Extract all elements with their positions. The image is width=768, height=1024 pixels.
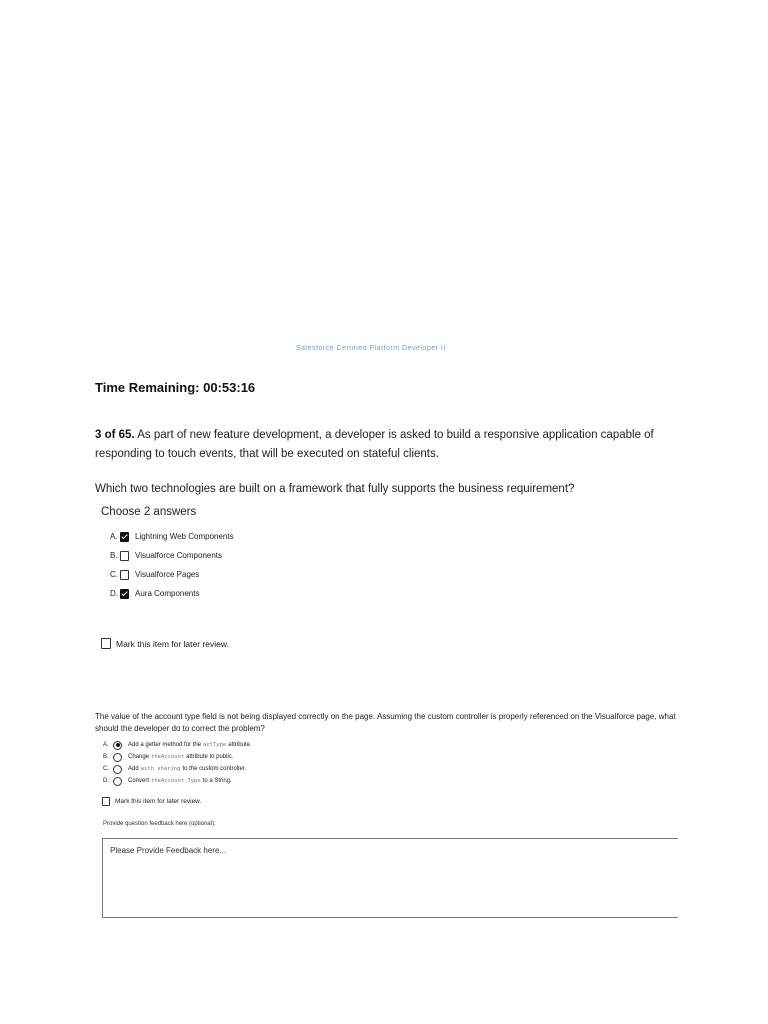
option-a-radio[interactable] [113, 741, 122, 750]
option-b-radio[interactable] [113, 753, 122, 762]
mark-for-review-checkbox[interactable] [102, 797, 110, 806]
option-letter: B. [103, 754, 109, 760]
option-label: Aura Components [135, 589, 200, 598]
option-b[interactable] [103, 751, 252, 763]
option-text-pre: Add [128, 766, 139, 772]
option-a-checkbox[interactable] [120, 532, 129, 542]
option-code: with sharing [140, 766, 181, 772]
page-header-title: Salesforce Certified Platform Developer II [296, 345, 446, 352]
question-2-options [103, 739, 252, 787]
option-letter: C. [110, 570, 118, 579]
question-number: 3 of 65. [95, 429, 135, 441]
option-d-checkbox[interactable] [120, 589, 129, 599]
option-a[interactable] [110, 527, 234, 546]
option-a[interactable] [103, 739, 252, 751]
option-letter: D. [103, 778, 109, 784]
question-2-text: The value of the account type field is not being displayed correctly on the page. Assuming the custom controller is properly referenced on the Visualforce page, what should the developer do to correct the problem? [95, 712, 676, 733]
feedback-label: Provide question feedback here (optional): [103, 821, 216, 827]
option-text-post: attribute. [228, 742, 252, 748]
question-1-body: As part of new feature development, a developer is asked to build a responsive application capable of responding to touch events, that will be executed on stateful clients. [95, 429, 654, 460]
option-letter: A. [103, 742, 109, 748]
option-label: Visualforce Components [135, 551, 223, 560]
question-1-options [110, 527, 234, 603]
option-text-pre: Convert [128, 778, 150, 784]
option-b[interactable] [110, 546, 234, 565]
option-text-pre: Add a getter method for the [128, 742, 202, 748]
option-c-radio[interactable] [113, 765, 122, 774]
option-code: theAccount [151, 754, 185, 760]
option-text-post: to a String. [202, 778, 232, 784]
option-letter: B. [110, 551, 118, 560]
option-c-checkbox[interactable] [120, 570, 129, 580]
mark-for-review-label: Mark this item for later review. [116, 638, 229, 649]
question-1-text [95, 426, 680, 464]
mark-for-review-1[interactable] [101, 638, 229, 649]
option-letter: A. [110, 532, 118, 541]
option-letter: D. [110, 589, 118, 598]
option-text-post: to the custom controller. [182, 766, 247, 772]
question-1-prompt: Which two technologies are built on a framework that fully supports the business requirement? [95, 483, 575, 495]
option-c[interactable] [103, 763, 252, 775]
choose-instruction: Choose 2 answers [101, 506, 197, 518]
option-label: Lightning Web Components [135, 532, 234, 541]
option-code: theAccount.Type [151, 778, 201, 784]
option-text-post: attribute to public. [186, 754, 234, 760]
option-d-radio[interactable] [113, 777, 122, 786]
option-letter: C. [103, 766, 109, 772]
mark-for-review-checkbox[interactable] [101, 638, 111, 649]
mark-for-review-label: Mark this item for later review. [115, 798, 202, 805]
option-b-checkbox[interactable] [120, 551, 129, 561]
option-code: actType [203, 742, 227, 748]
option-text-pre: Change [128, 754, 150, 760]
feedback-textarea[interactable] [102, 838, 678, 918]
option-d[interactable] [103, 775, 252, 787]
option-c[interactable] [110, 565, 234, 584]
option-label: Visualforce Pages [135, 570, 200, 579]
time-remaining: Time Remaining: 00:53:16 [95, 380, 256, 395]
option-d[interactable] [110, 584, 234, 603]
mark-for-review-2[interactable] [102, 797, 201, 806]
